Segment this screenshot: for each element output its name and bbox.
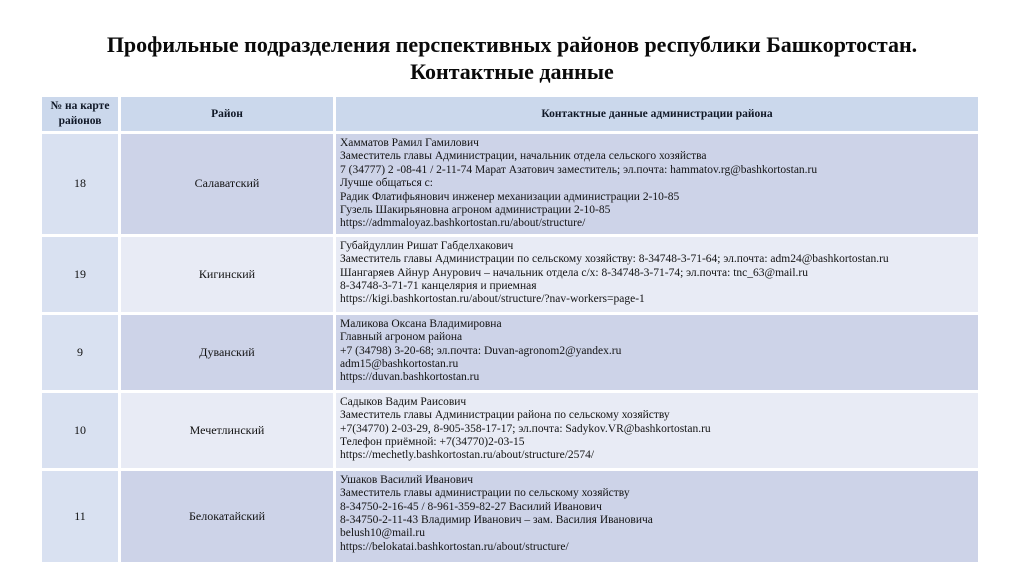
district-cell: Кигинский <box>121 237 333 312</box>
contact-line: 8-34750-2-11-43 Владимир Иванович – зам. Василия Ивановича <box>340 514 653 527</box>
map-number-cell: 11 <box>42 471 118 562</box>
header-district: Район <box>121 97 333 131</box>
contact-line: adm15@bashkortostan.ru <box>340 358 459 371</box>
contact-line: Заместитель главы Администрации, начальник отдела сельского хозяйства <box>340 150 707 163</box>
contact-line: +7 (34798) 3-20-68; эл.почта: Duvan-agronom2@yandex.ru <box>340 344 622 357</box>
district-cell: Мечетлинский <box>121 393 333 468</box>
contact-cell <box>336 471 978 562</box>
table-row-duvansky <box>42 315 978 390</box>
contact-line: belush10@mail.ru <box>340 527 426 540</box>
contact-line-url: https://belokatai.bashkortostan.ru/about/structure/ <box>340 540 569 553</box>
table-row-kiginsky <box>42 237 978 312</box>
map-number-cell: 19 <box>42 237 118 312</box>
district-cell: Дуванский <box>121 315 333 390</box>
header-map-number: № на карте районов <box>42 97 118 131</box>
header-contacts: Контактные данные администрации района <box>336 97 978 131</box>
contact-cell <box>336 315 978 390</box>
contact-cell <box>336 134 978 234</box>
contact-line: 7 (34777) 2 -08-41 / 2-11-74 Марат Азатович заместитель; эл.почта: hammatov.rg@bashkortostan.ru <box>340 163 818 176</box>
contact-line: Главный агроном района <box>340 331 463 344</box>
district-cell: Салаватский <box>121 134 333 234</box>
table-row-salavatsky <box>42 134 978 234</box>
contact-line-url: https://admmaloyaz.bashkortostan.ru/about/structure/ <box>340 217 586 230</box>
contact-line: Заместитель главы Администрации района по сельскому хозяйству <box>340 409 670 422</box>
title-line-1: Профильные подразделения перспективных районов республики Башкортостан. <box>106 32 918 57</box>
contact-line: +7(34770) 2-03-29, 8-905-358-17-17; эл.почта: Sadykov.VR@bashkortostan.ru <box>340 422 711 435</box>
contact-line-url: https://duvan.bashkortostan.ru <box>340 371 480 384</box>
contacts-table <box>42 97 978 565</box>
contact-line: Радик Флатифьянович инженер механизации администрации 2-10-85 <box>340 190 680 203</box>
contact-cell <box>336 237 978 312</box>
contact-line: Лучше общаться с: <box>340 177 433 190</box>
contact-cell <box>336 393 978 468</box>
contact-line: Заместитель главы Администрации по сельскому хозяйству: 8-34748-3-71-64; эл.почта: adm24@bashkortostan.ru <box>340 253 889 266</box>
map-number-cell: 10 <box>42 393 118 468</box>
map-number-cell: 18 <box>42 134 118 234</box>
contact-line: Маликова Оксана Владимировна <box>340 317 502 330</box>
contact-line: Хамматов Рамил Гамилович <box>340 137 479 149</box>
table-header-row <box>42 97 978 131</box>
contact-line: 8-34750-2-16-45 / 8-961-359-82-27 Василий Иванович <box>340 500 602 513</box>
contact-line: Губайдуллин Ришат Габделхакович <box>340 239 514 252</box>
map-number-cell: 9 <box>42 315 118 390</box>
district-cell: Белокатайский <box>121 471 333 562</box>
contact-line: 8-34748-3-71-71 канцелярия и приемная <box>340 280 537 293</box>
table-row-mechetlinsky <box>42 393 978 468</box>
contact-line: Садыков Вадим Раисович <box>340 395 467 408</box>
contact-line: Телефон приёмной: +7(34770)2-03-15 <box>340 436 525 449</box>
contact-line: Гузель Шакирьяновна агроном администрации 2-10-85 <box>340 204 611 217</box>
contact-line: Ушаков Василий Иванович <box>340 473 474 486</box>
contact-line-url: https://kigi.bashkortostan.ru/about/structure/?nav-workers=page-1 <box>340 293 645 306</box>
page-title <box>0 0 1024 86</box>
contact-line: Заместитель главы администрации по сельскому хозяйству <box>340 487 630 500</box>
contact-line: Шангаряев Айнур Анурович – начальник отдела с/х: 8-34748-3-71-74; эл.почта: tnc_63@mail.ru <box>340 266 808 279</box>
title-line-2: Контактные данные <box>410 58 614 84</box>
contact-line-url: https://mechetly.bashkortostan.ru/about/structure/2574/ <box>340 449 595 462</box>
table-row-belokataysky <box>42 471 978 562</box>
